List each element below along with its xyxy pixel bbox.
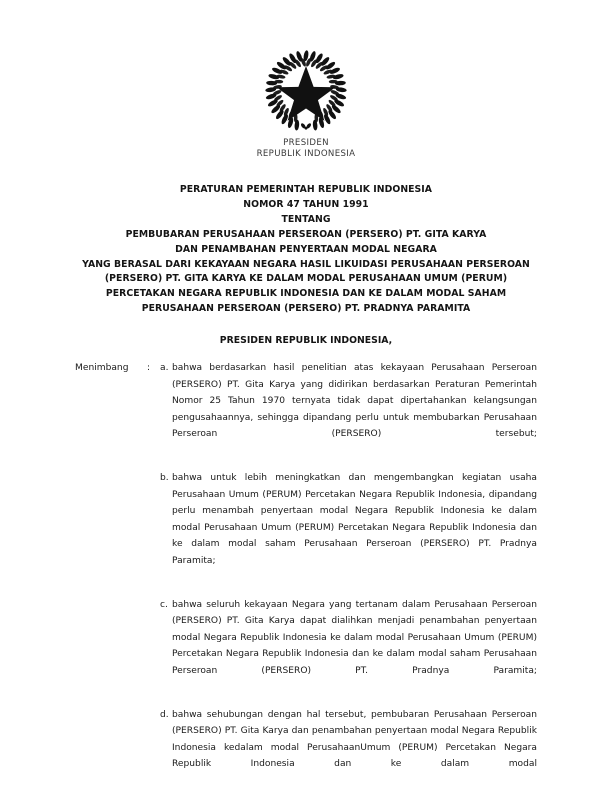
title-line: PERATURAN PEMERINTAH REPUBLIK INDONESIA bbox=[179, 184, 433, 195]
considering-colon: : bbox=[147, 363, 151, 373]
title-line: PERUSAHAAN PERSEROAN (PERSERO) PT. PRADNYA PARAMITA bbox=[141, 303, 471, 315]
considering-item-text: bahwa seluruh kekayaan Negara yang tertanam dalam Perusahaan Perseroan (PERSERO) PT. Gita Karya dapat dialihkan menjadi penambahan penyertaan modal Negara Republik Indonesia ke dalam modal Perusahaan Umum (PERUM) Percetakan Negara Republik Indonesia dan ke dalam modal saham Perusahaan Perseroan (PERSERO) PT. Pradnya Paramita; bbox=[172, 599, 537, 676]
indonesian-presidential-star-wreath-emblem bbox=[263, 48, 349, 134]
considering-item-marker: a. bbox=[160, 363, 169, 373]
considering-item-text: bahwa sehubungan dengan hal tersebut, pembubaran Perusahaan Perseroan (PERSERO) PT. Gita Karya dan penambahan penyertaan modal Negara Republik Indonesia kedalam modal PerusahaanUmum (PERUM) Percetakan Negara Republik Indonesia dan ke dalam modal bbox=[172, 709, 537, 769]
emblem-caption-line-2: REPUBLIK INDONESIA bbox=[256, 149, 356, 160]
emblem-caption-line-1: PRESIDEN bbox=[283, 138, 329, 148]
considering-item-text: bahwa berdasarkan hasil penelitian atas kekayaan Perusahaan Perseroan (PERSERO) PT. Gita Karya yang didirikan berdasarkan Peraturan Pemerintah Nomor 25 Tahun 1970 ternyata tidak dapat dipertahankan kelangsungan pengusahaannya, sehingga dipandang perlu untuk membubarkan Perusahaan Perseroan (PERSERO) tersebut; bbox=[172, 363, 537, 439]
title-line: YANG BERASAL DARI KEKAYAAN NEGARA HASIL LIKUIDASI PERUSAHAAN PERSEROAN bbox=[82, 258, 530, 270]
title-line: TENTANG bbox=[281, 213, 331, 225]
title-line: PERCETAKAN NEGARA REPUBLIK INDONESIA DAN KE DALAM MODAL SAHAM bbox=[105, 288, 507, 300]
considering-section bbox=[0, 360, 612, 789]
title-line: PEMBUBARAN PERUSAHAAN PERSEROAN (PERSERO) PT. GITA KARYA bbox=[125, 228, 487, 240]
title-line: (PERSERO) PT. GITA KARYA KE DALAM MODAL PERUSAHAAN UMUM (PERUM) bbox=[104, 273, 508, 285]
considering-item bbox=[160, 707, 537, 790]
presiden-heading: PRESIDEN REPUBLIK INDONESIA, bbox=[219, 335, 393, 346]
considering-item bbox=[160, 360, 537, 459]
considering-item-marker: d. bbox=[160, 709, 169, 720]
emblem-container bbox=[0, 48, 612, 138]
considering-label: Menimbang bbox=[75, 363, 129, 373]
considering-item-marker: c. bbox=[160, 599, 168, 610]
document-title-block bbox=[36, 183, 576, 317]
emblem-caption bbox=[0, 138, 612, 161]
considering-item bbox=[160, 470, 537, 586]
title-line: DAN PENAMBAHAN PENYERTAAN MODAL NEGARA bbox=[175, 243, 437, 255]
title-line: NOMOR 47 TAHUN 1991 bbox=[243, 198, 369, 210]
considering-item-marker: b. bbox=[160, 473, 169, 483]
considering-item-text: bahwa untuk lebih meningkatkan dan mengembangkan kegiatan usaha Perusahaan Umum (PERUM) Percetakan Negara Republik Indonesia, dipandang perlu menambah penyertaan modal Negara Republik Indonesia ke dalam modal Perusahaan Umum (PERUM) Percetakan Negara Republik Indonesia dan ke dalam modal saham Perusahaan Perseroan (PERSERO) PT. Pradnya Paramita; bbox=[172, 473, 537, 566]
considering-row bbox=[0, 360, 612, 789]
considering-item bbox=[160, 597, 537, 696]
considering-items bbox=[160, 360, 537, 789]
